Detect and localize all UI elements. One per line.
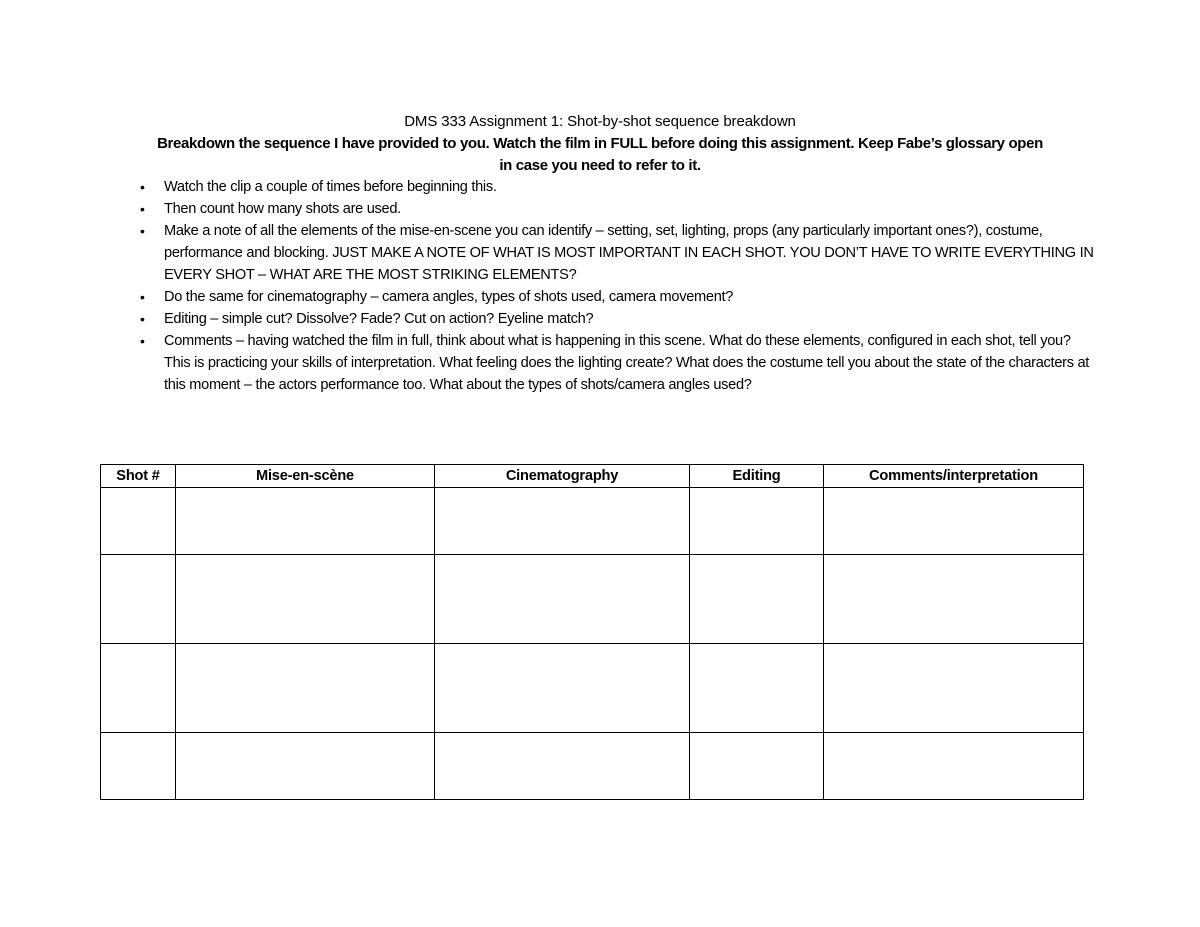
- bullet-text: Editing – simple cut? Dissolve? Fade? Cut on action? Eyeline match?: [164, 311, 594, 327]
- bullet-text: Do the same for cinematography – camera angles, types of shots used, camera movement?: [164, 289, 734, 305]
- instruction-bullet-list: [140, 176, 1099, 396]
- assignment-instructions: [112, 133, 1088, 177]
- table-row: [101, 644, 1084, 733]
- table-row: [101, 555, 1084, 644]
- bullet-dot-icon: •: [140, 223, 145, 239]
- bullet-dot-icon: •: [140, 179, 145, 195]
- column-header-comments: Comments/interpretation: [824, 465, 1084, 488]
- shot-breakdown-table: [100, 464, 1084, 800]
- column-header-shot-number: Shot #: [101, 465, 176, 488]
- table-row: [101, 733, 1084, 800]
- comments-cell[interactable]: [824, 555, 1084, 644]
- editing-cell[interactable]: [690, 733, 824, 800]
- bullet-dot-icon: •: [140, 289, 145, 305]
- document-title: DMS 333 Assignment 1: Shot-by-shot sequence breakdown: [404, 113, 796, 130]
- shot-number-cell[interactable]: [101, 488, 176, 555]
- cinematography-cell[interactable]: [435, 555, 690, 644]
- bullet-text: Make a note of all the elements of the mise-en-scene you can identify – setting, set, lighting, props (any particularly important ones?), costume, performance and blocking. JUST MAKE A NOTE OF WHAT IS MOST IMPORTANT IN EACH SHOT. YOU DON’T HAVE TO WRITE EVERYTHING IN EVERY SHOT – WHAT ARE THE MOST STRIKING ELEMENTS?: [164, 223, 1094, 283]
- comments-cell[interactable]: [824, 488, 1084, 555]
- table-header-row: [101, 465, 1084, 488]
- instructions-line-1: Breakdown the sequence I have provided to you. Watch the film in FULL before doing this assignment. Keep Fabe’s glossary open: [157, 135, 1043, 152]
- column-header-mise-en-scene: Mise-en-scène: [176, 465, 435, 488]
- bullet-item: [140, 286, 1099, 308]
- column-header-cinematography: Cinematography: [435, 465, 690, 488]
- comments-cell[interactable]: [824, 733, 1084, 800]
- bullet-item: [140, 176, 1099, 198]
- bullet-text: Then count how many shots are used.: [164, 201, 401, 217]
- instructions-line-2: in case you need to refer to it.: [499, 157, 701, 174]
- bullet-dot-icon: •: [140, 311, 145, 327]
- table-row: [101, 488, 1084, 555]
- editing-cell[interactable]: [690, 488, 824, 555]
- cinematography-cell[interactable]: [435, 644, 690, 733]
- column-header-editing: Editing: [690, 465, 824, 488]
- bullet-dot-icon: •: [140, 201, 145, 217]
- bullet-dot-icon: •: [140, 333, 145, 349]
- editing-cell[interactable]: [690, 555, 824, 644]
- shot-number-cell[interactable]: [101, 644, 176, 733]
- editing-cell[interactable]: [690, 644, 824, 733]
- bullet-item: [140, 198, 1099, 220]
- bullet-item: [140, 308, 1099, 330]
- cinematography-cell[interactable]: [435, 488, 690, 555]
- shot-number-cell[interactable]: [101, 555, 176, 644]
- shot-number-cell[interactable]: [101, 733, 176, 800]
- cinematography-cell[interactable]: [435, 733, 690, 800]
- mise-en-scene-cell[interactable]: [176, 488, 435, 555]
- bullet-item: [140, 220, 1099, 286]
- bullet-item: [140, 330, 1099, 396]
- bullet-text: Watch the clip a couple of times before beginning this.: [164, 179, 497, 195]
- mise-en-scene-cell[interactable]: [176, 644, 435, 733]
- mise-en-scene-cell[interactable]: [176, 555, 435, 644]
- mise-en-scene-cell[interactable]: [176, 733, 435, 800]
- comments-cell[interactable]: [824, 644, 1084, 733]
- bullet-text: Comments – having watched the film in full, think about what is happening in this scene. What do these elements, configured in each shot, tell you? This is practicing your skills of interpretation. What feeling does the lighting create? What does the costume tell you about the state of the characters at this moment – the actors performance too. What about the types of shots/camera angles used?: [164, 333, 1090, 393]
